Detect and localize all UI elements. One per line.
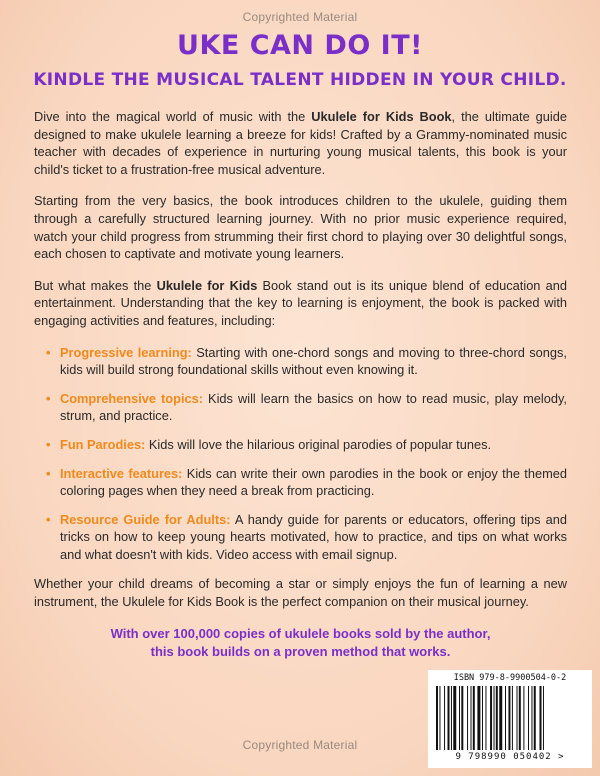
feature-text: Kids will learn the basics on how to read music, play melody, strum, and practice. bbox=[60, 390, 567, 424]
feature-item bbox=[48, 465, 567, 500]
feature-item bbox=[48, 344, 567, 379]
cover-title: UKE CAN DO IT! bbox=[177, 30, 423, 61]
book-name-bold-2: Ukulele for Kids bbox=[156, 277, 258, 293]
barcode-bar bbox=[453, 686, 456, 750]
feature-title: Fun Parodies: bbox=[60, 436, 146, 452]
barcode-bar bbox=[540, 686, 542, 750]
barcode-bar bbox=[451, 686, 452, 750]
feature-list bbox=[34, 344, 567, 564]
barcode-bar bbox=[482, 686, 483, 750]
barcode-bar bbox=[519, 686, 521, 750]
copyright-watermark-bottom: Copyrighted Material bbox=[242, 738, 358, 752]
feature-item bbox=[48, 511, 567, 564]
bullet-icon: • bbox=[46, 511, 51, 527]
barcode-bar bbox=[459, 686, 460, 750]
copyright-watermark-top: Copyrighted Material bbox=[242, 10, 358, 24]
feature-text: Kids can write their own parodies in the book or enjoy the themed coloring pages when they need a break from practicing. bbox=[60, 465, 567, 499]
barcode-bar bbox=[499, 686, 502, 750]
intro-text-a: Dive into the magical world of music with the bbox=[34, 109, 312, 124]
feature-text: Kids will love the hilarious original parodies of popular tunes. bbox=[145, 436, 492, 452]
sales-callout-line2: this book builds on a proven method that works. bbox=[150, 643, 451, 659]
barcode-bar bbox=[436, 686, 438, 750]
feature-title: Interactive features: bbox=[60, 465, 183, 481]
barcode-bar bbox=[517, 686, 518, 750]
feature-text: Starting with one-chord songs and moving to three-chord songs, kids will build strong foundational skills without even knowing it. bbox=[60, 344, 567, 378]
standout-text-c: Book stand out is its unique blend of education and entertainment. Understanding that the key to learning is enjoyment, the book is packed with engaging activities and features, including: bbox=[34, 277, 567, 328]
barcode-bars bbox=[434, 686, 586, 750]
barcode-bar bbox=[467, 686, 468, 750]
feature-title: Resource Guide for Adults: bbox=[60, 511, 231, 527]
barcode-bar bbox=[531, 686, 532, 750]
barcode-bar bbox=[444, 686, 445, 750]
barcode-bar bbox=[496, 686, 498, 750]
barcode-bar bbox=[439, 686, 440, 750]
feature-text: A handy guide for parents or educators, offering tips and tricks on how to keep young hearts motivated, how to practice, and tips on what works and what doesn't with kids. Video access with email signup. bbox=[60, 511, 567, 562]
barcode-bar bbox=[534, 686, 536, 750]
barcode-bar bbox=[543, 686, 544, 750]
standout-text-a: But what makes the bbox=[34, 277, 157, 293]
bullet-icon: • bbox=[46, 390, 51, 406]
basics-paragraph: Starting from the very basics, the book introduces children to the ukulele, guiding them through a carefully structured learning journey. With no prior music experience required, watch your child progress from strumming their first chord to playing over 30 delightful songs, each chosen to captivate and motivate young learners. bbox=[34, 193, 567, 262]
barcode-bar bbox=[473, 686, 475, 750]
barcode-bar bbox=[523, 686, 524, 750]
barcode-bar bbox=[505, 686, 506, 750]
barcode-bar bbox=[461, 686, 463, 750]
isbn-barcode bbox=[428, 670, 592, 768]
barcode-digits: 9 798990 050402 > bbox=[455, 752, 565, 762]
barcode-bar bbox=[490, 686, 492, 750]
barcode-bar bbox=[512, 686, 513, 750]
barcode-bar bbox=[471, 686, 472, 750]
feature-item bbox=[48, 390, 567, 425]
description-body bbox=[34, 108, 567, 661]
sales-callout bbox=[34, 625, 567, 661]
barcode-bar bbox=[494, 686, 495, 750]
intro-paragraph bbox=[34, 108, 567, 178]
bullet-icon: • bbox=[46, 344, 51, 360]
barcode-bar bbox=[448, 686, 450, 750]
bullet-icon: • bbox=[46, 436, 51, 452]
feature-title: Progressive learning: bbox=[60, 344, 192, 360]
cover-subtitle: KINDLE THE MUSICAL TALENT HIDDEN IN YOUR CHILD. bbox=[33, 70, 567, 90]
closing-paragraph: Whether your child dreams of becoming a star or simply enjoys the fun of learning a new instrument, the Ukulele for Kids Book is the perfect companion on their musical journey. bbox=[34, 576, 567, 610]
feature-item bbox=[48, 436, 567, 454]
barcode-bar bbox=[508, 686, 510, 750]
intro-text-c: , the ultimate guide designed to make ukulele learning a breeze for kids! Crafted by a Grammy-nominated music teacher with decades of experience in nurturing young musical talents, this book is your child's ticket to a frustration-free musical adventure. bbox=[34, 109, 567, 177]
isbn-label: ISBN 979-8-9900504-0-2 bbox=[453, 673, 567, 683]
bullet-icon: • bbox=[46, 465, 51, 481]
barcode-bar bbox=[477, 686, 480, 750]
barcode-bar bbox=[528, 686, 529, 750]
sales-callout-line1: With over 100,000 copies of ukulele books sold by the author, bbox=[110, 625, 491, 641]
standout-paragraph bbox=[34, 277, 567, 330]
feature-title: Comprehensive topics: bbox=[60, 390, 203, 406]
book-name-bold: Ukulele for Kids Book bbox=[311, 109, 452, 124]
barcode-bar bbox=[485, 686, 486, 750]
